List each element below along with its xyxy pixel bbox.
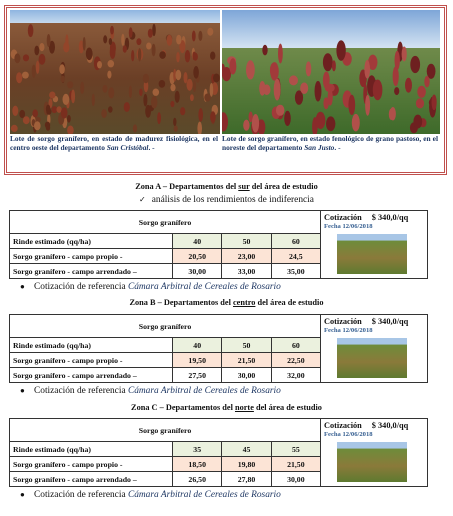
sorghum-head (11, 125, 18, 132)
sorghum-head (61, 76, 65, 83)
sorghum-head (32, 109, 38, 117)
caption-right-end: . - (334, 143, 341, 153)
table-cell: 24,5 (271, 249, 320, 264)
zone-a-reference (20, 282, 281, 292)
sorghum-field-photo-left (10, 10, 220, 134)
sorghum-head (108, 60, 115, 67)
caption-right-text: Lote de sorgo granífero, en estado fenológico de grano pastoso, en el noreste del departamento (222, 134, 438, 153)
sorghum-head (185, 50, 190, 62)
sorghum-head (184, 72, 188, 83)
sorghum-head (204, 94, 210, 102)
sorghum-head (432, 95, 437, 111)
sorghum-head (173, 118, 176, 126)
table-cell: 26,50 (173, 472, 222, 487)
bullet-icon: ● (20, 282, 25, 291)
sorghum-head (107, 71, 111, 79)
sorghum-head (108, 106, 113, 112)
sorghum-head (193, 80, 196, 92)
sorghum-head (213, 74, 220, 83)
field-thumbnail (337, 442, 407, 482)
zone-c-table (9, 418, 428, 487)
sorghum-head (22, 72, 29, 79)
sorghum-head (390, 107, 396, 120)
sorghum-head (129, 27, 133, 38)
sorghum-head (323, 53, 333, 71)
sorghum-head (167, 35, 173, 46)
price-date: Fecha 12/06/2018 (324, 327, 373, 334)
product-header: Sorgo granífero (10, 419, 321, 442)
sorghum-head (243, 120, 249, 131)
sorghum-head (210, 111, 216, 122)
sorghum-head (71, 90, 75, 104)
sorghum-head (152, 24, 156, 36)
table-cell: 40 (173, 234, 222, 249)
subtitle (0, 195, 453, 205)
sorghum-head (263, 84, 271, 95)
row-label: Sorgo granífero - campo arrendado – (10, 368, 173, 383)
table-cell: 60 (271, 234, 320, 249)
zone-a-title (0, 182, 453, 191)
sorghum-head (23, 54, 29, 61)
sorghum-head (394, 87, 399, 95)
price-value: $ 340,0/qq (371, 317, 409, 326)
table-cell: 35,00 (271, 264, 320, 279)
reference-source: Cámara Arbitral de Cereales de Rosario (127, 490, 281, 500)
table-cell: 60 (271, 338, 320, 353)
sorghum-head (146, 43, 151, 50)
sorghum-head (108, 87, 114, 98)
sorghum-head (63, 94, 70, 105)
sorghum-head (86, 48, 93, 61)
caption-left-text: Lote de sorgo granífero, en estado de madurez fisiológica, en el centro oeste del departamento (10, 134, 218, 153)
field-thumbnail (337, 338, 407, 378)
sorghum-head (274, 79, 281, 101)
sorghum-head (393, 66, 399, 86)
price-label: Cotización (324, 317, 362, 326)
product-header: Sorgo granífero (10, 315, 321, 338)
sorghum-head (23, 116, 30, 124)
row-label: Rinde estimado (qq/ha) (10, 442, 173, 457)
zone-b-title (0, 298, 453, 307)
sorghum-head (229, 58, 236, 74)
table-cell: 30,00 (271, 472, 320, 487)
sorghum-head (328, 117, 334, 126)
sorghum-head (152, 44, 156, 57)
sorghum-head (175, 70, 181, 80)
sorghum-head (39, 43, 44, 51)
sorghum-head (402, 47, 407, 62)
reference-text: Cotización de referencia (34, 490, 128, 500)
sorghum-head (193, 66, 199, 79)
sorghum-head (276, 105, 285, 116)
sorghum-head (34, 121, 41, 130)
zone-c-title-pre: Zona C – Departamentos del (131, 403, 235, 412)
row-label: Rinde estimado (qq/ha) (10, 338, 173, 353)
table-cell: 30,00 (173, 264, 222, 279)
price-label: Cotización (324, 213, 362, 222)
sorghum-head (417, 86, 426, 98)
table-cell: 35 (173, 442, 222, 457)
zone-a-title-pre: Zona A – Departamentos del (135, 182, 239, 191)
sorghum-head (175, 91, 180, 103)
sorghum-head (46, 125, 50, 131)
caption-left (10, 134, 218, 167)
sorghum-head (97, 61, 102, 68)
sorghum-head (270, 62, 279, 81)
sorghum-head (61, 107, 68, 118)
sorghum-head (67, 81, 73, 88)
table-cell: 22,50 (271, 353, 320, 368)
sorghum-head (151, 96, 157, 108)
sorghum-head (416, 98, 424, 108)
price-cell (321, 315, 428, 383)
sorghum-head (103, 35, 107, 43)
sorghum-head (63, 42, 69, 53)
reference-source: Cámara Arbitral de Cereales de Rosario (127, 282, 281, 292)
sorghum-head (210, 52, 215, 60)
caption-right (222, 134, 438, 167)
row-label: Sorgo granífero - campo propio - (10, 249, 173, 264)
table-cell: 21,50 (222, 353, 271, 368)
sorghum-head (80, 82, 84, 94)
sorghum-head (262, 45, 267, 56)
sorghum-head (352, 114, 360, 132)
sorghum-head (52, 106, 58, 113)
price-cell (321, 419, 428, 487)
sorghum-head (49, 92, 55, 99)
sorghum-head (192, 52, 196, 61)
table-cell: 19,50 (173, 353, 222, 368)
sorghum-head (198, 108, 203, 122)
sorghum-head (103, 85, 108, 93)
zone-a-title-key: sur (238, 182, 250, 191)
product-header: Sorgo granífero (10, 211, 321, 234)
zone-c-title-post: del área de estudio (253, 403, 322, 412)
sorghum-head (19, 110, 25, 118)
sorghum-head (315, 81, 322, 102)
table-cell: 33,00 (222, 264, 271, 279)
price-date: Fecha 12/06/2018 (324, 223, 373, 230)
row-label: Sorgo granífero - campo arrendado – (10, 472, 173, 487)
sorghum-head (143, 94, 147, 107)
table-cell: 18,50 (173, 457, 222, 472)
sorghum-head (300, 83, 308, 94)
zone-b-title-key: centro (232, 298, 256, 307)
sorghum-head (110, 26, 114, 35)
reference-source: Cámara Arbitral de Cereales de Rosario (127, 386, 281, 396)
table-cell: 50 (222, 234, 271, 249)
row-label: Sorgo granífero - campo arrendado – (10, 264, 173, 279)
zone-c-title (0, 403, 453, 412)
sorghum-head (129, 86, 132, 98)
sorghum-head (190, 94, 194, 101)
sorghum-head (159, 80, 166, 88)
table-cell: 19,80 (222, 457, 271, 472)
price-label: Cotización (324, 421, 362, 430)
sorghum-head (174, 125, 178, 132)
row-label: Sorgo granífero - campo propio - (10, 353, 173, 368)
sorghum-head (138, 48, 141, 61)
sorghum-head (121, 34, 124, 46)
sorghum-head (252, 114, 259, 133)
price-cell (321, 211, 428, 279)
price-value: $ 340,0/qq (371, 213, 409, 222)
sorghum-head (176, 52, 180, 62)
sorghum-head (348, 95, 355, 115)
zone-c-title-key: norte (234, 403, 254, 412)
subtitle-text: análisis de los rendimientos de indiferencia (151, 195, 314, 205)
sorghum-head (364, 60, 370, 79)
sorghum-field-photo-right (222, 10, 440, 134)
sorghum-head (16, 72, 22, 83)
sorghum-head (46, 108, 51, 114)
sorghum-head (306, 61, 312, 76)
table-cell: 40 (173, 338, 222, 353)
price-value: $ 340,0/qq (371, 421, 409, 430)
sorghum-head (176, 35, 181, 45)
caption-left-place: San Cristóbal (106, 143, 149, 153)
zone-a-table (9, 210, 428, 279)
sorghum-head (373, 80, 383, 101)
sorghum-head (101, 109, 107, 118)
row-label: Sorgo granífero - campo propio - (10, 457, 173, 472)
table-cell: 32,00 (271, 368, 320, 383)
sorghum-head (170, 84, 175, 91)
sorghum-head (332, 60, 336, 71)
check-icon: ✓ (139, 195, 146, 204)
sorghum-head (133, 124, 137, 132)
sorghum-head (278, 44, 283, 64)
sorghum-head (12, 106, 18, 116)
sorghum-head (28, 24, 34, 37)
caption-right-place: San Justo (304, 143, 335, 153)
sorghum-head (365, 95, 370, 116)
table-cell: 55 (271, 442, 320, 457)
sorghum-head (336, 40, 345, 61)
sorghum-head (284, 111, 291, 126)
row-label: Rinde estimado (qq/ha) (10, 234, 173, 249)
zone-b-reference (20, 386, 281, 396)
sorghum-head (34, 46, 39, 56)
sorghum-head (198, 31, 202, 41)
sorghum-head (32, 65, 36, 78)
sorghum-head (246, 60, 255, 79)
sorghum-head (159, 51, 166, 59)
sorghum-head (289, 75, 298, 85)
sorghum-head (153, 89, 160, 96)
reference-text: Cotización de referencia (34, 386, 128, 396)
sorghum-head (39, 54, 46, 65)
zone-b-title-pre: Zona B – Departamentos del (129, 298, 233, 307)
bullet-icon: ● (20, 490, 25, 499)
sorghum-head (57, 106, 62, 113)
field-thumbnail (337, 234, 407, 274)
caption-left-end: . - (148, 143, 155, 153)
zone-b-title-post: del área de estudio (255, 298, 324, 307)
table-cell: 27,50 (173, 368, 222, 383)
sorghum-head (148, 29, 153, 38)
sorghum-head (316, 112, 326, 129)
sorghum-head (187, 79, 193, 91)
table-cell: 20,50 (173, 249, 222, 264)
sorghum-head (131, 50, 134, 61)
sorghum-head (36, 61, 40, 74)
sorghum-head (157, 112, 161, 124)
sorghum-head (59, 64, 65, 74)
sorghum-head (210, 83, 214, 97)
table-cell: 23,00 (222, 249, 271, 264)
table-cell: 27,80 (222, 472, 271, 487)
table-cell: 30,00 (222, 368, 271, 383)
sorghum-head (410, 56, 420, 73)
sorghum-head (139, 89, 142, 96)
sorghum-head (170, 101, 174, 107)
sorghum-head (14, 53, 20, 63)
sorghum-head (325, 84, 335, 92)
sorghum-head (136, 38, 141, 45)
sorghum-head (405, 78, 412, 93)
sorghum-head (413, 115, 422, 129)
table-cell: 21,50 (271, 457, 320, 472)
zone-b-table (9, 314, 428, 383)
sorghum-head (92, 94, 95, 106)
sorghum-head (110, 46, 116, 59)
sorghum-head (83, 37, 86, 51)
reference-text: Cotización de referencia (34, 282, 128, 292)
sorghum-head (109, 38, 112, 45)
bullet-icon: ● (20, 386, 25, 395)
sorghum-head (192, 31, 196, 42)
sorghum-head (180, 107, 185, 115)
table-cell: 45 (222, 442, 271, 457)
sorghum-head (67, 115, 71, 123)
sorghum-head (143, 74, 149, 83)
sorghum-head (124, 102, 130, 112)
sorghum-head (123, 45, 127, 52)
zone-a-title-post: del área de estudio (249, 182, 318, 191)
sorghum-head (145, 105, 151, 118)
sorghum-head (207, 28, 213, 36)
sorghum-head (47, 34, 51, 47)
zone-c-reference (20, 490, 281, 500)
table-cell: 50 (222, 338, 271, 353)
price-date: Fecha 12/06/2018 (324, 431, 373, 438)
sorghum-head (424, 76, 429, 88)
